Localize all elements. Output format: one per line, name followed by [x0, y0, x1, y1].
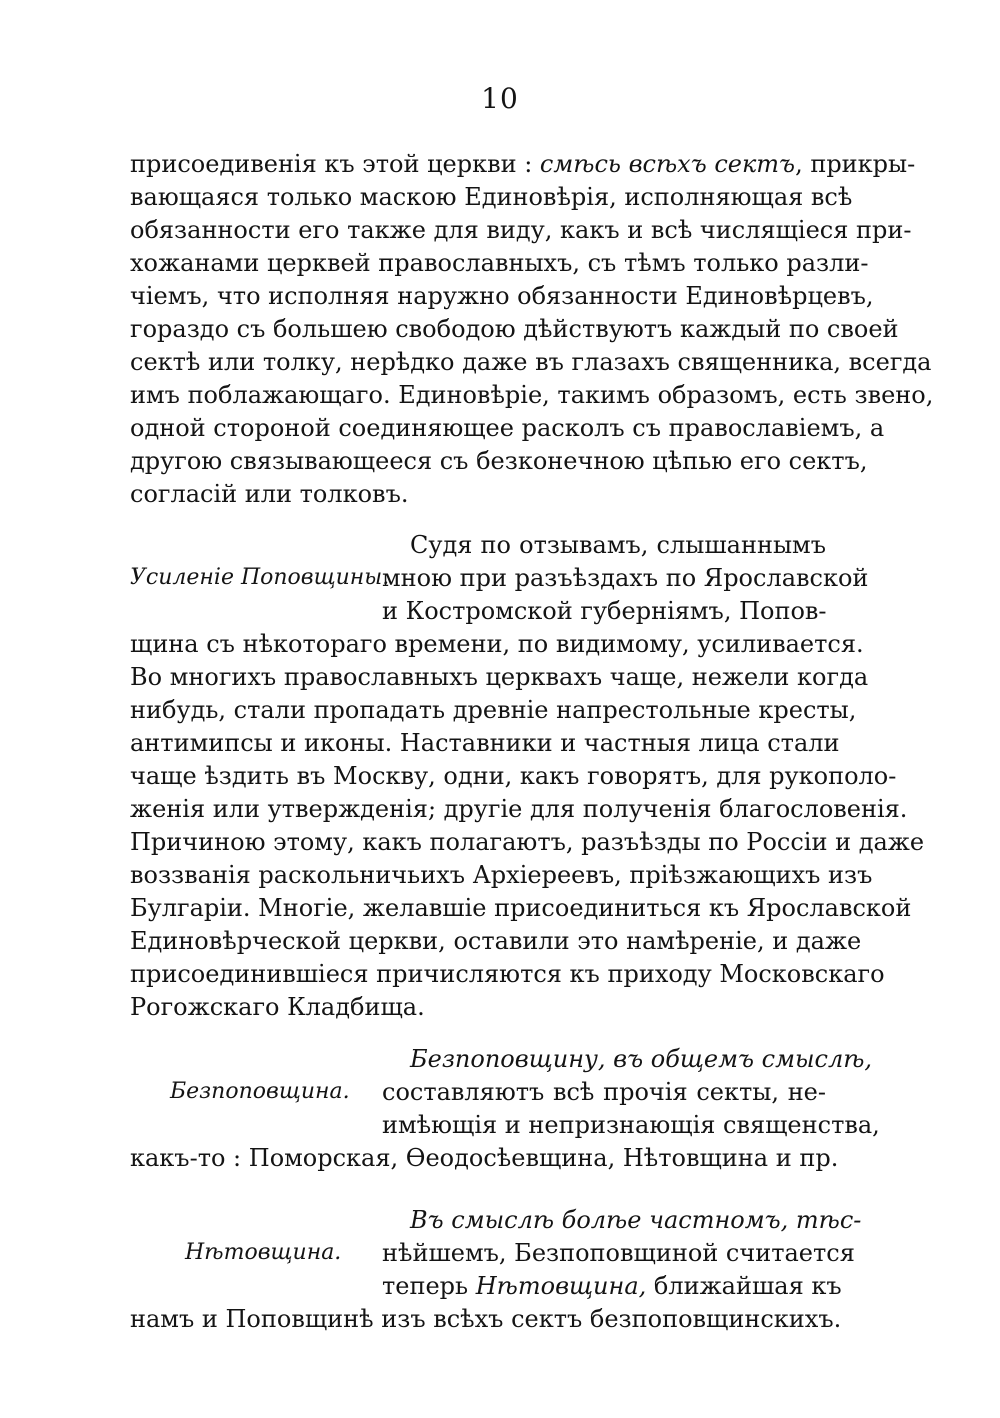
para2-line-12: Булгаріи. Многіе, желавшіе присоединиться къ Ярославской [130, 894, 912, 922]
para2-line-3: и Костромской губерніямъ, Попов- [382, 597, 827, 625]
para2-line-14: присоединившіеся причисляются къ приходу Московскаго [130, 960, 885, 988]
para2-line-10: Причиною этому, какъ полагаютъ, разъѣзды по Россіи и даже [130, 828, 925, 856]
para3-line-3: имѣющія и непризнающія священства, [382, 1111, 880, 1139]
para3-line-1: Безпоповщину, въ общемъ смыслѣ, [410, 1045, 873, 1073]
para2-line-11: воззванія раскольничьихъ Архіереевъ, пріѣзжающихъ изъ [130, 861, 873, 889]
para1-line-8: имъ поблажающаго. Единовѣріе, такимъ образомъ, есть звено, [130, 381, 934, 409]
para1-line-11: согласій или толковъ. [130, 480, 409, 508]
page-number: 10 [481, 82, 519, 115]
para2-line-5: Во многихъ православныхъ церквахъ чаще, нежели когда [130, 663, 869, 691]
margin-note-bezpopovshchina: Безпоповщина. [170, 1079, 350, 1104]
para2-line-13: Единовѣрческой церкви, оставили это намѣреніе, и даже [130, 927, 862, 955]
para1-line-10: другою связывающееся съ безконечною цѣпью его сектъ, [130, 447, 868, 475]
margin-note-netovshchina: Нѣтовщина. [185, 1240, 342, 1265]
para1-line-4: хожанами церквей православныхъ, съ тѣмъ только разли- [130, 249, 869, 277]
para4-line-2: нѣйшемъ, Безпоповщиной считается [382, 1239, 855, 1267]
para2-line-1: Судя по отзывамъ, слышаннымъ [410, 531, 826, 559]
para1-line-1: присоедивенія къ этой церкви : смѣсь всѣхъ сектъ, прикры- [130, 150, 916, 178]
emphasis-text: Нѣтовщина, [475, 1272, 647, 1300]
para2-line-2: мною при разъѣздахъ по Ярославской [382, 564, 869, 592]
para4-line-3: теперь Нѣтовщина, ближайшая къ [382, 1272, 842, 1300]
emphasis-text: смѣсь всѣхъ сектъ [539, 150, 796, 178]
para2-line-15: Рогожскаго Кладбища. [130, 993, 425, 1021]
para1-line-5: чіемъ, что исполняя наружно обязанности Единовѣрцевъ, [130, 282, 874, 310]
para3-line-2: составляютъ всѣ прочія секты, не- [382, 1078, 826, 1106]
para1-line-3: обязанности его также для виду, какъ и всѣ числящіеся при- [130, 216, 912, 244]
para1-line-6: гораздо съ большею свободою дѣйствуютъ каждый по своей [130, 315, 899, 343]
para2-line-9: женія или утвержденія; другіе для полученія благословенія. [130, 795, 908, 823]
para4-line-1: Въ смыслѣ болѣе частномъ, тѣс- [410, 1206, 862, 1234]
para2-line-8: чаще ѣздить въ Москву, одни, какъ говорятъ, для рукополо- [130, 762, 897, 790]
para1-line-2: вающаяся только маскою Единовѣрія, исполняющая всѣ [130, 183, 853, 211]
para2-line-6: нибудь, стали пропадать древніе напрестольные кресты, [130, 696, 857, 724]
para3-line-4: какъ-то : Поморская, Ѳеодосѣевщина, Нѣтовщина и пр. [130, 1144, 839, 1172]
para2-line-7: антимипсы и иконы. Наставники и частныя лица стали [130, 729, 840, 757]
para1-line-9: одной стороной соединяющее расколъ съ православіемъ, а [130, 414, 885, 442]
para4-line-4: намъ и Поповщинѣ изъ всѣхъ сектъ безпоповщинскихъ. [130, 1305, 842, 1333]
para1-line-7: сектѣ или толку, нерѣдко даже въ глазахъ священника, всегда [130, 348, 932, 376]
para2-line-4: щина съ нѣкотораго времени, по видимому, усиливается. [130, 630, 864, 658]
margin-note-usilenie-popovshchiny: Усиленіе Поповщины. [130, 565, 390, 590]
